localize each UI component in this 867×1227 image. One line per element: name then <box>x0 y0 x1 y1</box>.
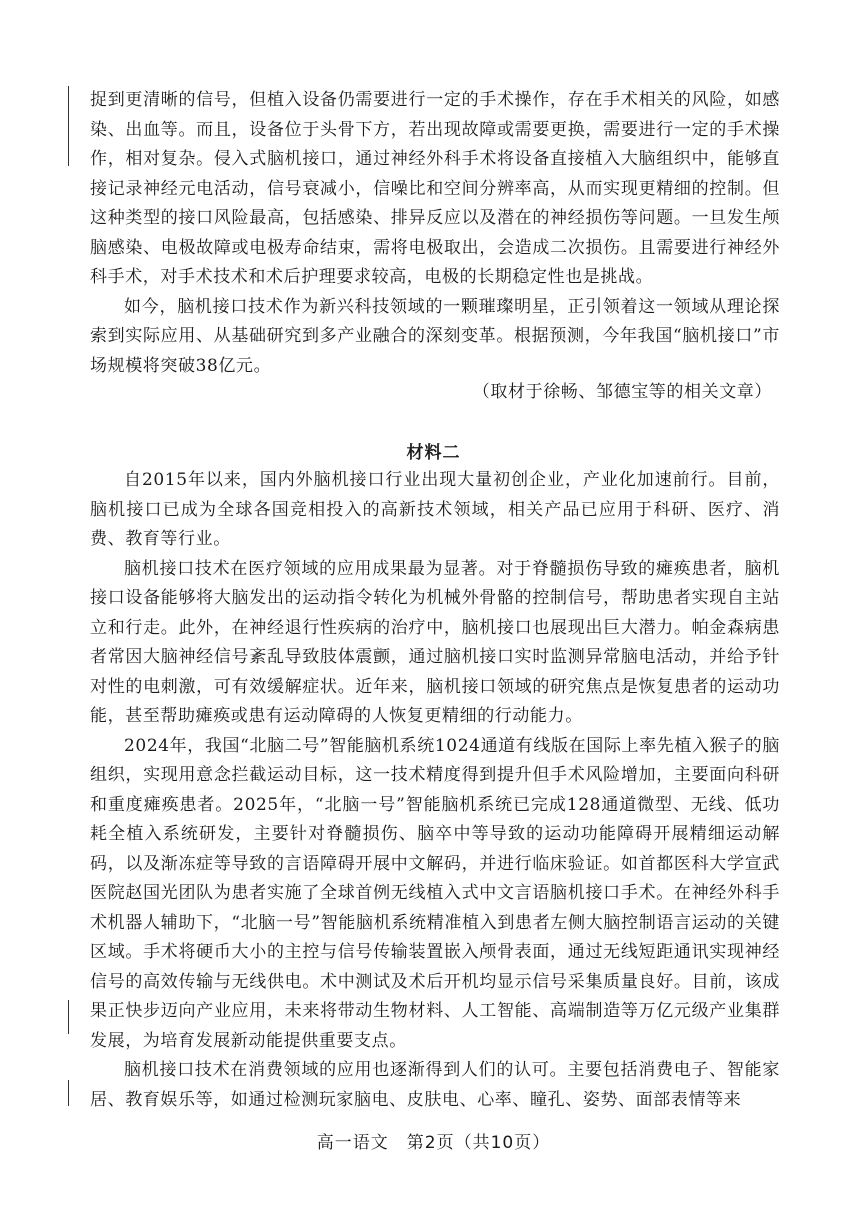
paragraph: 自2015年以来，国内外脑机接口行业出现大量初创企业，产业化加速前行。目前，脑机接口已成为全球各国竞相投入的高新技术领域，相关产品已应用于科研、医疗、消费、教育等行业。 <box>90 470 780 549</box>
page-footer: 高一语文 第2页（共10页） <box>316 1133 551 1153</box>
margin-line <box>68 1000 69 1034</box>
section-title: 材料二 <box>406 443 461 463</box>
paragraph: 如今，脑机接口技术作为新兴科技领域的一颗璀璨明星，正引领着这一领域从理论探索到实际应用、从基础研究到多产业融合的深刻变革。根据预测，今年我国“脑机接口”市场规模将突破38亿元。 <box>90 296 780 376</box>
paragraph: 脑机接口技术在消费领域的应用也逐渐得到人们的认可。主要包括消费电子、智能家居、教育娱乐等，如通过检测玩家脑电、皮肤电、心率、瞳孔、姿势、面部表情等来 <box>90 1060 780 1110</box>
paragraph: 捉到更清晰的信号，但植入设备仍需要进行一定的手术操作，存在手术相关的风险，如感染、出血等。而且，设备位于头骨下方，若出现故障或需要更换，需要进行一定的手术操作，相对复杂。侵入式脑机接口，通过神经外科手术将设备直接植入大脑组织中，能够直接记录神经元电活动，信号衰减小，信噪比和空间分辨率高，从而实现更精细的控制。但这种类型的接口风险最高，包括感染、排异反应以及潜在的神经损伤等问题。一旦发生颅脑感染、电极故障或电极寿命结束，需将电极取出，会造成二次损伤。且需要进行神经外科手术，对手术技术和术后护理要求较高，电极的长期稳定性也是挑战。 <box>90 90 780 287</box>
margin-line <box>68 86 69 166</box>
material2-body <box>90 466 780 1115</box>
source-citation: （取材于徐畅、邹德宝等的相关文章） <box>472 382 772 402</box>
paragraph: 2024年，我国“北脑二号”智能脑机系统1024通道有线版在国际上率先植入猴子的脑组织，实现用意念拦截运动目标，这一技术精度得到提升但手术风险增加，主要面向科研和重度瘫痪患者。2025年，“北脑一号”智能脑机系统已完成128通道微型、无线、低功耗全植入系统研发，主要针对脊髓损伤、脑卒中等导致的运动功能障碍开展精细运动解码，以及渐冻症等导致的言语障碍开展中文解码，并进行临床验证。如首都医科大学宣武医院赵国光团队为患者实施了全球首例无线植入式中文言语脑机接口手术。在神经外科手术机器人辅助下，“北脑一号”智能脑机系统精准植入到患者左侧大脑控制语言运动的关键区域。手术将硬币大小的主控与信号传输装置嵌入颅骨表面，通过无线短距通讯实现神经信号的高效传输与无线供电。术中测试及术后开机均显示信号采集质量良好。目前，该成果正快步迈向产业应用，未来将带动生物材料、人工智能、高端制造等万亿元级产业集群发展，为培育发展新动能提供重要支点。 <box>90 735 780 1051</box>
margin-line <box>68 1080 69 1106</box>
material1-tail <box>90 86 780 381</box>
paragraph: 脑机接口技术在医疗领域的应用成果最为显著。对于脊髓损伤导致的瘫痪患者，脑机接口设备能够将大脑发出的运动指令转化为机械外骨骼的控制信号，帮助患者实现自主站立和行走。此外，在神经退行性疾病的治疗中，脑机接口也展现出巨大潜力。帕金森病患者常因大脑神经信号紊乱导致肢体震颤，通过脑机接口实时监测异常脑电活动，并给予针对性的电刺激，可有效缓解症状。近年来，脑机接口领域的研究焦点是恢复患者的运动功能，甚至帮助瘫痪或患有运动障碍的人恢复更精细的行动能力。 <box>90 558 780 726</box>
